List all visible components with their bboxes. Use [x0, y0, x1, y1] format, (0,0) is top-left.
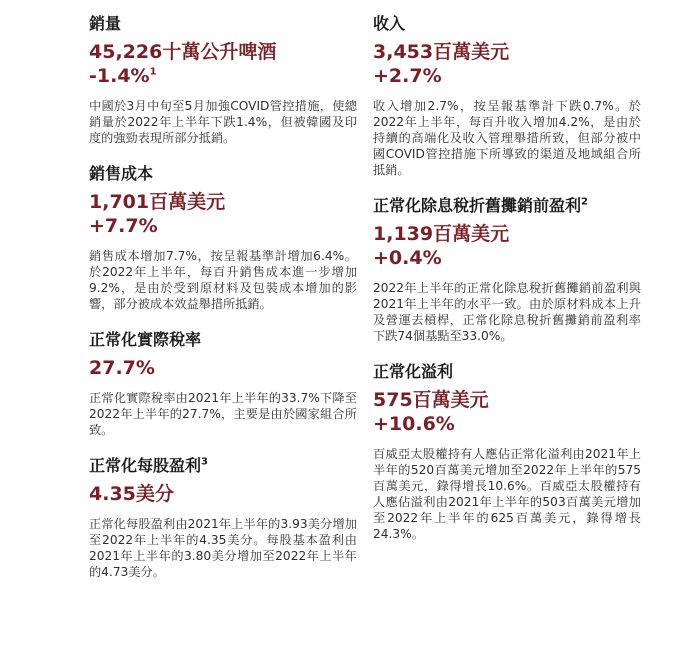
metric-change: +0.4%: [373, 247, 442, 269]
metric-change: +2.7%: [373, 65, 442, 87]
section-body: 2022年上半年的正常化除息稅折舊攤銷前盈利與2021年上半年的水平一致。由於原材料成本上升及營運去槓桿，正常化除息稅折舊攤銷前盈利率下跌74個基點至33.0%。: [373, 281, 641, 343]
metric-primary: 575百萬美元: [373, 389, 489, 411]
eps-section: [89, 456, 357, 580]
section-heading: 正常化溢利: [373, 362, 454, 381]
section-body: 正常化每股盈利由2021年上半年的3.93美分增加至2022年上半年的4.35美分。每股基本盈利由2021年上半年的3.80美分增加至2022年上半年的4.73美分。: [89, 517, 357, 579]
footnote-marker: 3: [201, 456, 208, 468]
section-heading: 正常化除息稅折舊攤銷前盈利$^2$: [373, 196, 588, 215]
section-body: 百威亞太股權持有人應佔正常化溢利由2021年上半年的520百萬美元增加至2022年上半年的575百萬美元，錄得增長10.6%。百威亞太股權持有人應佔溢利由2021年上半年的503百萬美元增加至2022年上半年的625百萬美元，錄得增長24.3%。: [373, 447, 641, 541]
normalized-profit-section: [373, 362, 641, 542]
section-body: 收入增加2.7%，按呈報基準計下跌0.7%。於2022年上半年，每百升收入增加4.2%，是由於持續的高端化及收入管理舉措所致，但部分被中國COVID管控措施下所導致的渠道及地域組合所抵銷。: [373, 99, 641, 177]
effective-tax-rate-section: [89, 330, 357, 438]
section-body: 正常化實際稅率由2021年上半年的33.7%下降至2022年上半年的27.7%，主要是由於國家組合所致。: [89, 391, 357, 437]
metric-primary: 27.7%: [89, 357, 155, 379]
metric-primary: 1,701百萬美元: [89, 191, 226, 213]
metric-primary: 3,453百萬美元: [373, 41, 510, 63]
section-body: 銷售成本增加7.7%，按呈報基準計增加6.4%。於2022年上半年，每百升銷售成本進一步增加9.2%，是由於受到原材料及包裝成本增加的影響，部分被成本效益舉措所抵銷。: [89, 249, 357, 311]
metric-primary: 45,226十萬公升啤酒: [89, 41, 277, 63]
footnote-marker: 1: [149, 66, 157, 78]
revenue-section: [373, 14, 641, 178]
section-body: 中國於3月中旬至5月加強COVID管控措施，使總銷量於2022年上半年下跌1.4%，但被韓國及印度的強勁表現所部分抵銷。: [89, 99, 357, 145]
section-heading: 銷售成本: [89, 164, 154, 183]
section-heading: 收入: [373, 14, 406, 33]
section-heading: 銷量: [89, 14, 122, 33]
volume-section: [89, 14, 357, 146]
section-heading: 正常化每股盈利$^3$: [89, 456, 208, 475]
cost-of-sales-section: [89, 164, 357, 312]
footnote-marker: 2: [581, 196, 588, 208]
metric-primary: 1,139百萬美元: [373, 223, 510, 245]
section-heading: 正常化實際稅率: [89, 330, 202, 349]
left-column: [89, 14, 357, 598]
metric-change: -1.4%$^1$: [89, 65, 157, 87]
ebitda-section: [373, 196, 641, 344]
metric-primary: 4.35美分: [89, 483, 174, 505]
metric-change: +7.7%: [89, 215, 158, 237]
right-column: [373, 14, 641, 560]
metric-change: +10.6%: [373, 413, 455, 435]
